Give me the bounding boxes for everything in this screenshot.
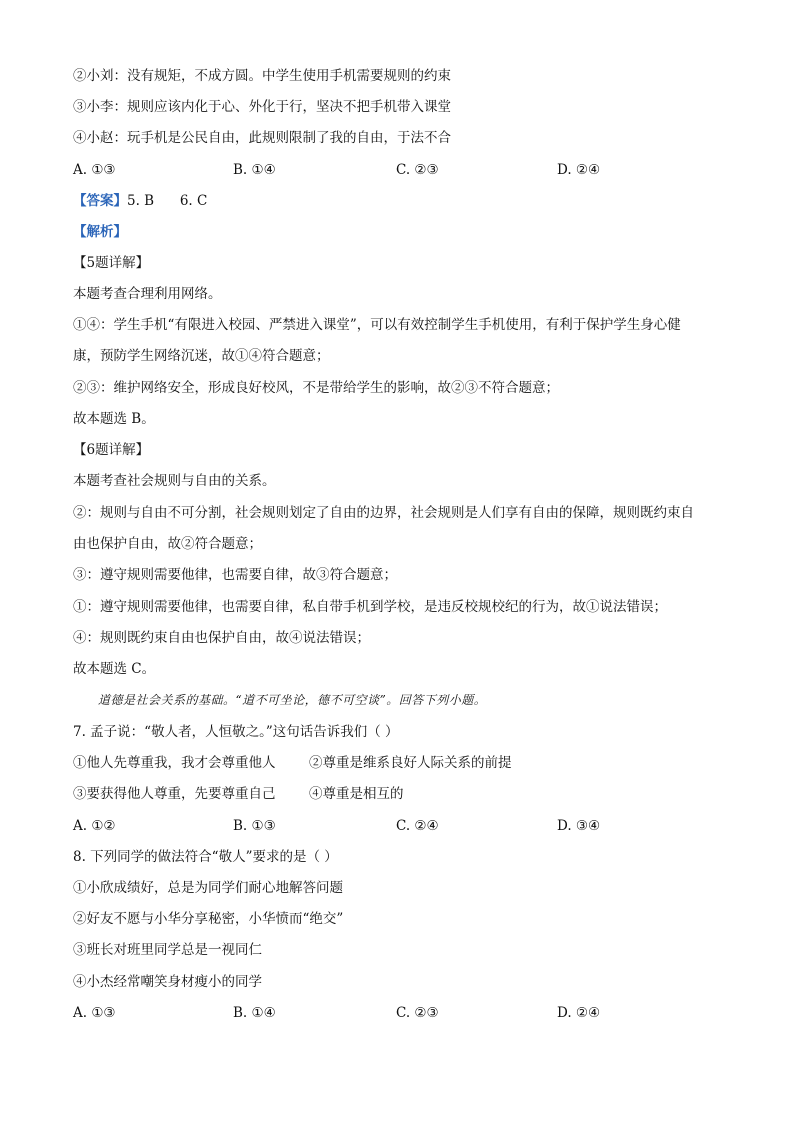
option-a: A. ①③ <box>73 162 116 178</box>
option-c: C. ②③ <box>396 162 439 178</box>
statement-line: ②小刘：没有规矩，不成方圆。中学生使用手机需要规则的约束 <box>73 68 451 84</box>
option-d: D. ②④ <box>557 1005 601 1021</box>
statement-line: ③小李：规则应该内化于心、外化于行，坚决不把手机带入课堂 <box>73 99 451 115</box>
q8-stem: 8. 下列同学的做法符合“敬人”要求的是（ ） <box>73 849 338 865</box>
option-c: C. ②③ <box>396 1005 439 1021</box>
option-c: C. ②④ <box>396 818 439 834</box>
option-b: B. ①④ <box>233 162 276 178</box>
q6-line: 故本题选 C。 <box>73 661 156 677</box>
q6-line: ①：遵守规则需要他律，也需要自律，私自带手机到学校，是违反校规校纪的行为，故①说法错误； <box>73 599 667 615</box>
answer-line <box>73 191 207 211</box>
q5-line: ①④：学生手机“有限进入校园、严禁进入课堂”，可以有效控制学生手机使用，有利于保护学生身心健 <box>73 317 681 333</box>
analysis-label <box>73 222 127 242</box>
q8-item: ②好友不愿与小华分享秘密，小华愤而“绝交” <box>73 911 344 927</box>
q5-line: ②③：维护网络安全，形成良好校风，不是带给学生的影响，故②③不符合题意； <box>73 380 559 396</box>
q8-item: ③班长对班里同学总是一视同仁 <box>73 942 262 958</box>
intro-note: 道德是社会关系的基础。“道不可坐论，德不可空谈”。回答下列小题。 <box>98 693 487 707</box>
q6-heading: 【6题详解】 <box>73 442 150 458</box>
q7-item: ③要获得他人尊重，先要尊重自己 <box>73 786 276 802</box>
q6-line: ②：规则与自由不可分割，社会规则划定了自由的边界，社会规则是人们享有自由的保障，规则既约束自 <box>73 505 694 521</box>
q5-line: 康，预防学生网络沉迷，故①④符合题意； <box>73 348 330 364</box>
q5-heading: 【5题详解】 <box>73 255 150 271</box>
q8-item: ①小欣成绩好，总是为同学们耐心地解答问题 <box>73 880 343 896</box>
answer-text: 5. B 6. C <box>127 193 208 209</box>
q7-item: ④尊重是相互的 <box>309 786 404 802</box>
statement-line: ④小赵：玩手机是公民自由，此规则限制了我的自由，于法不合 <box>73 130 451 146</box>
q6-line: ④：规则既约束自由也保护自由，故④说法错误； <box>73 630 370 646</box>
answer-label: 【答案】 <box>73 193 127 209</box>
q5-line: 故本题选 B。 <box>73 411 155 427</box>
option-d: D. ③④ <box>557 818 601 834</box>
option-a: A. ①② <box>73 818 116 834</box>
q6-line: 本题考查社会规则与自由的关系。 <box>73 473 276 489</box>
option-b: B. ①④ <box>233 1005 276 1021</box>
q5-line: 本题考查合理利用网络。 <box>73 286 222 302</box>
q7-stem: 7. 孟子说：“敬人者，人恒敬之。”这句话告诉我们（ ） <box>73 724 399 740</box>
option-d: D. ②④ <box>557 162 601 178</box>
q6-line: ③：遵守规则需要他律，也需要自律，故③符合题意； <box>73 567 397 583</box>
q7-item: ①他人先尊重我，我才会尊重他人 <box>73 755 276 771</box>
q7-item: ②尊重是维系良好人际关系的前提 <box>309 755 512 771</box>
q8-item: ④小杰经常嘲笑身材瘦小的同学 <box>73 974 262 990</box>
analysis-label-text: 【解析】 <box>73 224 127 240</box>
option-a: A. ①③ <box>73 1005 116 1021</box>
option-b: B. ①③ <box>233 818 276 834</box>
q6-line: 由也保护自由，故②符合题意； <box>73 536 262 552</box>
